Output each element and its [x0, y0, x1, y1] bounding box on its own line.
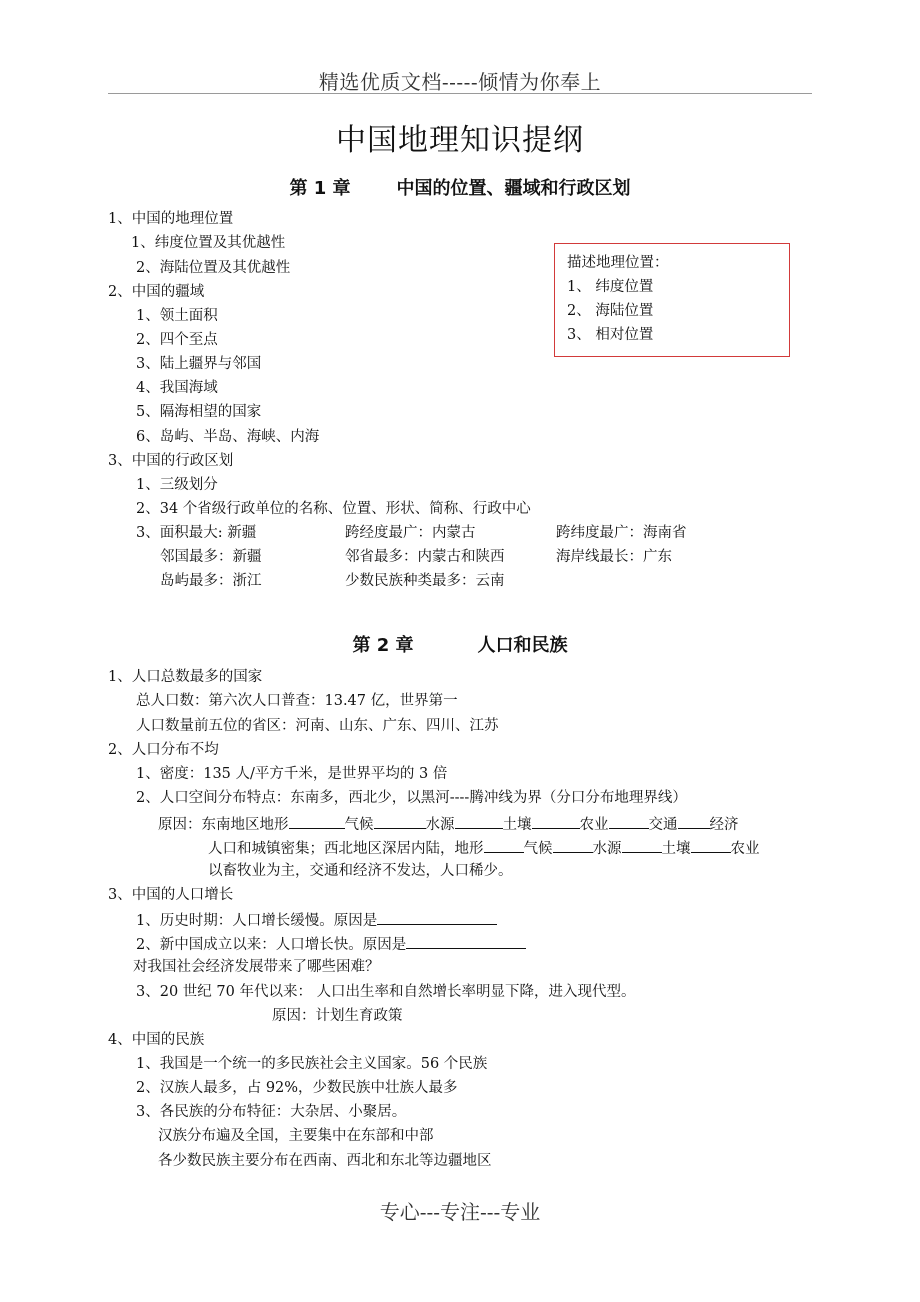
fact-cell: 少数民族种类最多：云南	[345, 573, 505, 589]
outline-line: 2、34 个省级行政单位的名称、位置、形状、简称、行政中心	[136, 501, 531, 517]
answer-blank[interactable]	[609, 813, 649, 829]
question-text: 1、历史时期：人口增长缓慢。原因是	[136, 913, 378, 929]
outline-line: 3、20 世纪 70 年代以来： 人口出生率和自然增长率明显下降，进入现代型。	[136, 984, 636, 1000]
answer-blank[interactable]	[678, 813, 710, 829]
outline-line: 1、纬度位置及其优越性	[131, 235, 286, 251]
note-line: 1、 纬度位置	[567, 279, 654, 295]
reason-text: 经济	[709, 817, 739, 833]
fact-cell: 岛屿最多：浙江	[160, 573, 262, 589]
outline-line: 以畜牧业为主，交通和经济不发达，人口稀少。	[208, 863, 513, 879]
fill-in-line	[158, 813, 739, 835]
outline-line: 各少数民族主要分布在西南、西北和东北等边疆地区	[158, 1153, 492, 1169]
page-footer: 专心---专注---专业	[379, 1200, 541, 1224]
note-line: 2、 海陆位置	[567, 303, 654, 319]
chapter-2-name: 人口和民族	[477, 635, 568, 656]
reason-text: 水源	[425, 817, 455, 833]
fact-cell: 3、面积最大: 新疆	[136, 525, 257, 541]
reason-text: 土壤	[502, 817, 532, 833]
document-title: 中国地理知识提纲	[336, 123, 584, 158]
answer-blank[interactable]	[406, 933, 526, 949]
chapter-1-title	[0, 174, 920, 200]
answer-blank[interactable]	[374, 813, 426, 829]
reason-text: 气候	[344, 817, 374, 833]
fill-in-line	[208, 837, 760, 859]
chapter-1-name: 中国的位置、疆域和行政区划	[396, 178, 631, 199]
outline-line: 1、我国是一个统一的多民族社会主义国家。56 个民族	[136, 1056, 488, 1072]
fact-cell: 海岸线最长：广东	[556, 549, 672, 565]
outline-line: 人口数量前五位的省区：河南、山东、广东、四川、江苏	[136, 718, 499, 734]
outline-line: 汉族分布遍及全国，主要集中在东部和中部	[158, 1128, 434, 1144]
reason-text: 农业	[579, 817, 609, 833]
fact-cell: 跨经度最广：内蒙古	[345, 525, 476, 541]
answer-blank[interactable]	[455, 813, 503, 829]
answer-blank[interactable]	[553, 837, 593, 853]
question-text: 2、新中国成立以来：人口增长快。原因是	[136, 937, 407, 953]
outline-line: 1、领土面积	[136, 308, 218, 324]
reason-text: 农业	[730, 841, 760, 857]
outline-line: 6、岛屿、半岛、海峡、内海	[136, 429, 320, 445]
outline-line: 2、人口空间分布特点：东南多，西北少，以黑河----腾冲线为界（分口分布地理界线）	[136, 790, 687, 806]
outline-line: 1、密度：135 人/平方千米，是世界平均的 3 倍	[136, 766, 448, 782]
outline-line: 2、人口分布不均	[108, 742, 219, 758]
outline-line: 2、海陆位置及其优越性	[136, 260, 291, 276]
page-header: 精选优质文档-----倾情为你奉上	[318, 70, 602, 94]
fill-in-line	[136, 933, 526, 955]
outline-line: 2、四个至点	[136, 332, 218, 348]
outline-line: 3、陆上疆界与邻国	[136, 356, 262, 372]
answer-blank[interactable]	[289, 813, 345, 829]
outline-line: 4、我国海域	[136, 380, 218, 396]
outline-line: 3、各民族的分布特征：大杂居、小聚居。	[136, 1104, 407, 1120]
fill-in-line	[136, 909, 497, 931]
chapter-2-number: 第 2 章	[352, 635, 414, 656]
outline-line: 5、隔海相望的国家	[136, 404, 262, 420]
outline-line: 总人口数：第六次人口普查：13.47 亿，世界第一	[136, 693, 458, 709]
reason-text: 人口和城镇密集；西北地区深居内陆，地形	[208, 841, 484, 857]
header-rule	[108, 93, 812, 94]
outline-line: 3、中国的人口增长	[108, 887, 234, 903]
reason-text: 交通	[648, 817, 678, 833]
fact-cell: 邻国最多：新疆	[160, 549, 262, 565]
outline-line: 原因：计划生育政策	[272, 1008, 403, 1024]
outline-line: 1、中国的地理位置	[108, 211, 234, 227]
reason-text: 气候	[523, 841, 553, 857]
answer-blank[interactable]	[622, 837, 662, 853]
outline-line: 3、中国的行政区划	[108, 453, 234, 469]
reason-text: 水源	[592, 841, 622, 857]
outline-line: 2、汉族人最多，占 92%，少数民族中壮族人最多	[136, 1080, 458, 1096]
outline-line: 对我国社会经济发展带来了哪些困难？	[133, 959, 380, 975]
outline-line: 1、三级划分	[136, 477, 218, 493]
outline-line: 4、中国的民族	[108, 1032, 205, 1048]
outline-line: 2、中国的疆域	[108, 284, 205, 300]
outline-line: 1、人口总数最多的国家	[108, 669, 263, 685]
answer-blank[interactable]	[377, 909, 497, 925]
chapter-1-number: 第 1 章	[289, 178, 351, 199]
answer-blank[interactable]	[691, 837, 731, 853]
note-box	[554, 243, 790, 357]
fact-cell: 邻省最多：内蒙古和陕西	[345, 549, 505, 565]
answer-blank[interactable]	[532, 813, 580, 829]
reason-text: 土壤	[661, 841, 691, 857]
reason-text: 原因：东南地区地形	[158, 817, 289, 833]
fact-cell: 跨纬度最广：海南省	[556, 525, 687, 541]
answer-blank[interactable]	[484, 837, 524, 853]
note-line: 3、 相对位置	[567, 327, 654, 343]
chapter-2-title	[0, 631, 920, 657]
note-line: 描述地理位置：	[567, 255, 669, 271]
